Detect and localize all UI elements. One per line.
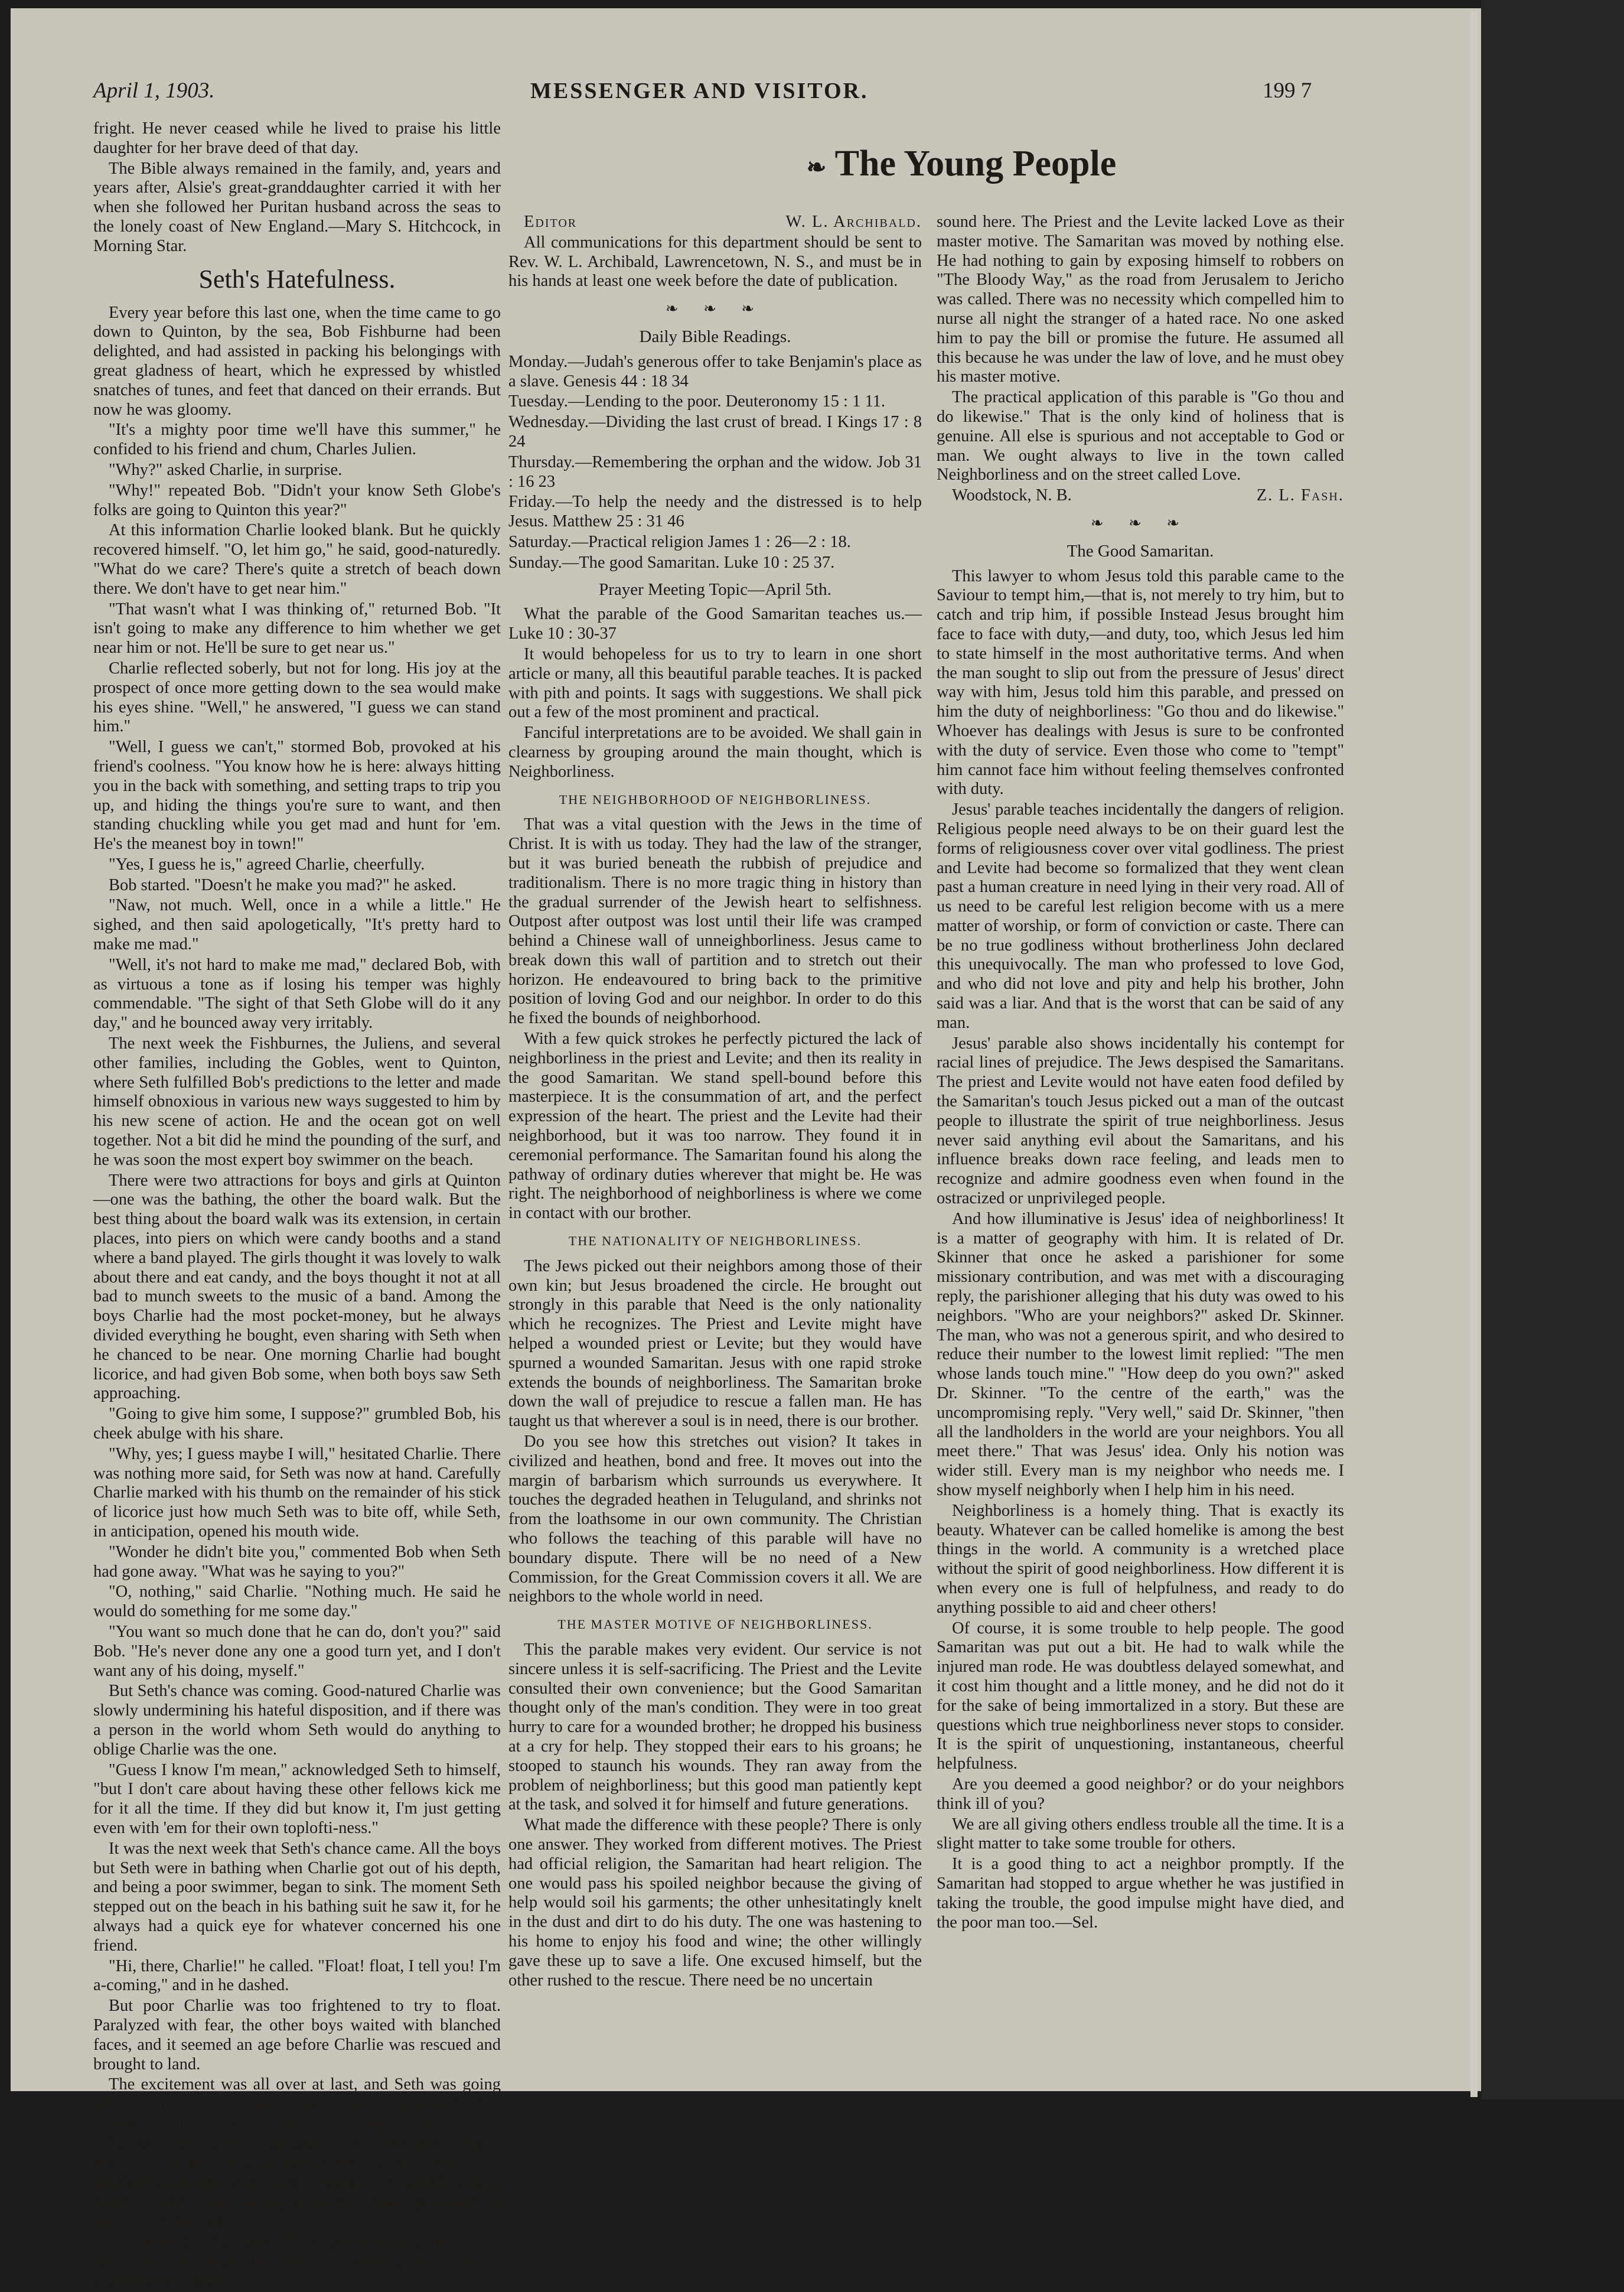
paragraph: The next week the Fishburnes, the Juliens, and several other families, including the Gobles, went to Quinton, where Seth fulfilled Bob's predictions to the letter and made himself obnoxious in various new ways suggested to him by his new scene of action. He and the ocean got on well together. Not a bit did he mind the pounding of the surf, and he was soon the most expert boy swimmer on the beach. [93,1034,501,1169]
paragraph: "Wonder he didn't bite you," commented Bob when Seth had gone away. "What was he saying to you?" [93,1542,501,1581]
newspaper-page [11,8,1481,2290]
section-heading [719,143,1204,185]
paragraph: Of course, it is some trouble to help people. The good Samaritan was put out a bit. He had to walk while the injured man rode. He was doubtless delayed somewhat, and it cost him thought and a little money, and he did not do it for the sake of being immortalized in a story. But these are questions which true neighborliness never stops to consider. It is the spirit of unquestioning, instantaneous, cheerful helpfulness. [937,1619,1344,1773]
reading-item: Wednesday.—Dividing the last crust of bread. I Kings 17 : 8 24 [508,413,922,451]
paragraph: Fanciful interpretations are to be avoided. We shall gain in clearness by grouping around the main thought, which is Neighborliness. [508,724,922,781]
paragraph: "Well, it's not hard to make me mad," declared Bob, with as virtuous a tone as if losing his temper was highly commendable. "The sight of that Seth Globe will do it any day," and he bounced away very irritably. [93,955,501,1033]
paragraph: "Naw, not much. Well, once in a while a little." He sighed, and then said apologetically, "It's pretty hard to make me mad." [93,896,501,954]
signature-line [937,486,1344,506]
page-number: 199 7 [1263,79,1312,103]
paragraph: This the parable makes very evident. Our service is not sincere unless it is self-sacrificing. The Priest and the Levite consulted their own convenience; but the Good Samaritan thought only of the man's condition. They were in too great hurry to care for a wounded brother; he dropped his business at a cry for help. They stopped their ears to his groans; he stooped to staunch his wounds. They ran away from the problem of neighborliness; but this good man patiently kept at the task, and solved it for himself and future generations. [508,1640,922,1814]
paragraph: Neighborliness is a homely thing. That is exactly its beauty. Whatever can be called homelike is among the best things in the world. A community is a wretched place without the spirit of good neighborliness. How different it is when every one is full of helpfulness, and ready to do anything possible to aid and cheer others! [937,1501,1344,1617]
paragraph: It was the next week that Seth's chance came. All the boys but Seth were in bathing when Charlie got out of his depth, and being a poor swimmer, began to sink. The moment Seth stepped out on the beach in his bathing suit he saw it, for he always had a quick eye for whatever concerned his one friend. [93,1839,501,1955]
paragraph: At this information Charlie looked blank. But he quickly recovered himself. "O, let him go," he said, good-naturedly. "What do we care? There's quite a stretch of beach down there. We don't have to get near him." [93,521,501,598]
story-title: Seth's Hatefulness. [198,264,396,294]
reading-item: Saturday.—Practical religion James 1 : 26—2 : 18. [508,532,851,551]
reading-item: Thursday.—Remembering the orphan and the widow. Job 31 : 16 23 [508,452,922,491]
paragraph: Bob started. "Doesn't he make you mad?" he asked. [109,875,456,894]
paragraph: It would behopeless for us to try to learn in one short article or many, all this beautiful parable teaches. It is packed with pith and points. It sags with suggestions. We shall pick out a few of the most prominent and practical. [508,644,922,722]
paragraph: "Going to give him some, I suppose?" grumbled Bob, his cheek abulge with his share. [93,1405,501,1443]
editor-label: Editor [524,213,578,231]
signature-name: Z. L. Fash. [1256,486,1344,505]
column-right [937,213,1344,1933]
paragraph: sound here. The Priest and the Levite lacked Love as their master motive. The Samaritan was moved by nothing else. He had nothing to gain by exposing himself to robbers on "The Bloody Way," as the road from Jerusalem to Jericho was called. There was no necessity which compelled him to nurse all night the stranger of a hated race. No one asked him to pay the bill or promise the future. He assumed all this because he was under the law of love, and he must obey his master motive. [937,213,1344,386]
paragraph: Jesus' parable teaches incidentally the dangers of religion. Religious people need always to be on their guard lest the forms of religiousness cover over vital godliness. The priest and Levite had become so formalized that they went clean past a human creature in need lying in their very road. All of us need to be careful lest religion become with us a mere matter of worship, or form of conviction or caste. There can be no true godliness without brotherliness John declared this unequivocally. The man who professed to love God, and who did not love and pity and help his brother, John said was a liar. And that is the worst that can be said of any man. [937,800,1344,1032]
paragraph: "Why?" asked Charlie, in surprise. [109,460,343,479]
section-title: The Young People [834,144,1117,184]
paragraph: "O, nothing," said Charlie. "Nothing much. He said he would do something for me some day." [93,1583,501,1621]
reading-item: Sunday.—The good Samaritan. Luke 10 : 25 37. [508,553,835,572]
prayer-title: Prayer Meeting Topic—April 5th. [599,579,831,599]
paragraph: The excitement was all over at last, and Seth was going off by himself, but the other boys would not hear of it. They followed him about and could not do enough for him. [93,2075,501,2133]
masthead-title: MESSENGER AND VISITOR. [530,79,869,103]
paragraph: We are all giving others endless trouble all the time. It is a slight matter to take some trouble for others. [937,1815,1344,1853]
subheading: THE MASTER MOTIVE OF NEIGHBORLINESS. [557,1617,873,1632]
reading-item: Tuesday.—Lending to the poor. Deuteronomy 15 : 1 11. [508,392,886,411]
scan-background [1481,0,1624,2099]
paragraph: That was a vital question with the Jews in the time of Christ. It is with us today. They had the law of the stranger, but it was buried beneath the rubbish of prejudice and traditionalism. There is no more tragic thing in history than the gradual surrender of the Jewish heart to selfishness. Outpost after outpost was lost until their life was cramped behind a Chinese wall of unneighborliness. Jesus came to break down this wall of partition and to stretch out their horizon. He endeavoured to bring back to the primitive position of loving God and our neighbor. In order to do this he fixed the bounds of neighborhood. [508,815,922,1028]
paragraph: "Guess I know I'm mean," acknowledged Seth to himself, "but I don't care about having these other fellows kick me for it all the time. If they did but know it, I'm just getting even with 'em for their own toplofti-ness." [93,1760,501,1837]
notice: All communications for this department should be sent to Rev. W. L. Archibald, Lawrencetown, N. S., and must be in his hands at least one week before the date of publication. [508,233,922,291]
issue-date: April 1, 1903. [93,79,215,103]
paragraph: Are you deemed a good neighbor? or do your neighbors think ill of you? [937,1775,1344,1813]
paragraph: With a few quick strokes he perfectly pictured the lack of neighborliness in the priest and Levite; and then its reality in the good Samaritan. We stand spell-bound before this masterpiece. It is the consummation of art, and the perfect expression of the heart. The priest and the Levite had their neighborhood, but it was too narrow. They found it in ceremonial performance. The Samaritan found his along the pathway of ordinary duties wherever that might be. He was right. The neighborhood of neighborliness is where we come in contact with our brother. [508,1030,922,1223]
paragraph: "Why, yes; I guess maybe I will," hesitated Charlie. There was nothing more said, for Seth was now at hand. Carefully Charlie marked with his thumb on the remainder of his stick of licorice just how much Seth was to bite off, while Seth, in anticipation, opened his mouth wide. [93,1444,501,1541]
paragraph: But Seth's chance was coming. Good-natured Charlie was slowly undermining his hateful disposition, and if there was a person in the world whom Seth would do anything to oblige Charlie was the one. [93,1682,501,1759]
paragraph: Jesus' parable also shows incidentally his contempt for racial lines of prejudice. The Jews despised the Samaritans. The priest and Levite would not have eaten food defiled by the Samaritan's touch Jesus picked out a man of the outcast people to illustrate the spirit of true neighborliness. Jesus never said anything evil about the Samaritans, and his influence breaks down race feeling, and leads men to recognize and admire goodness even when found in the ostracized or unprivileged people. [937,1034,1344,1208]
editor-line [508,213,922,232]
paragraph: The Jews picked out their neighbors among those of their own kin; but Jesus broadened the circle. He brought out strongly in this parable that Need is the only nationality which he recognizes. The Priest and Levite might have helped a wounded priest or Levite; but they would have spurned a wounded Samaritan. Jesus with one rapid stroke extends the bounds of neighborliness. The Samaritan broke down the wall of prejudice to rescue a fallen man. He has taught us that wherever a soul is in need, there is our brother. [508,1256,922,1431]
paragraph: Charlie reflected soberly, but not for long. His joy at the prospect of once more getting down to the sea would make his eyes shine. "Well," he answered, "I guess we can stand him." [93,659,501,736]
prayer-question: What the parable of the Good Samaritan teaches us.—Luke 10 : 30-37 [508,605,922,643]
paragraph: And how illuminative is Jesus' idea of neighborliness! It is a matter of geography with him. It is related of Dr. Skinner that once he asked a parishioner for some missionary contribution, and was met with a discouraging reply, the parishioner alleging that his duty was owed to his neighbors. "Who are your neighbors?" asked Dr. Skinner. The man, who was not a generous spirit, and who desired to reduce their number to the lowest limit replied: "The men whose lands touch mine." "How deep do you own?" asked Dr. Skinner. "To the centre of the earth," was the uncompromising reply. "Very well," said Dr. Skinner, "then all the landholders in the world are your neighbors. You all meet there." That was Jesus' idea. Only his notion was wider still. Every man is my neighbor who needs me. I show myself neighborly when I help him in his need. [937,1209,1344,1499]
paragraph: This lawyer to whom Jesus told this parable came to the Saviour to tempt him,—that is, not merely to try him, but to catch and trip him, if possible Instead Jesus brought him face to face with duty,—and duty, too, which Jesus led him to state himself in the most authoritative terms. And when the man sought to slip out from the pressure of Jesus' direct way with him, Jesus told him this parable, and pressed on him the duty of neighborliness: "Go thou and do likewise." Whoever has dealings with Jesus is sure to be confronted with the duty of service. Even those who come to "tempt" him cannot face him without feeling themselves confronted with duty. [937,567,1344,799]
paragraph: But poor Charlie was too frightened to try to float. Paralyzed with fear, the other boys waited with blanched faces, and it seemed an age before Charlie was rescued and brought to land. [93,1997,501,2073]
paragraph: There were two attractions for boys and girls at Quinton—one was the bathing, the other the board walk. But the best thing about the board walk was its extension, in certain places, into piers on which were candy booths and a stand where a band played. The girls thought it was lovely to walk about there and eat candy, and the boys thought it not at all bad to munch sweets to the music of a band. Among the boys Charlie had the most pocket-money, but he always divided everything he bought, even sharing with Seth when he chanced to be near. One morning Charlie had bought licorice, and had given Bob some, when both boys saw Seth approaching. [93,1171,501,1403]
page-edge [1470,12,1478,2097]
paragraph: "It's a mighty poor time we'll have this summer," he confided to his friend and chum, Charles Julien. [93,421,501,459]
paragraph: It is a good thing to act a neighbor promptly. If the Samaritan had stopped to argue whether he was justified in taking the trouble, the good impulse might have died, and the poor man too.—Sel. [937,1855,1344,1932]
ornament-icon: ❧ ❧ ❧ [1090,514,1191,532]
paragraph: The practical application of this parable is "Go thou and do likewise." That is the only kind of holiness that is genuine. All else is spurious and not acceptable to God or man. We ought always to live in the town called Neighborliness and on the street called Love. [937,388,1344,484]
paragraph: Do you see how this stretches out vision? It takes in civilized and heathen, bond and free. It moves out into the margin of barbarism which surrounds us everywhere. It touches the degraded heathen in Teluguland, and shrinks not from the loathsome in our own community. The Christian who follows the teaching of this parable will have no boundary dispute. There will be no need of a New Commission, for the Great Commission covers it all. We are neighbors to the whole world in need. [508,1432,922,1606]
column-left [93,119,501,2292]
paragraph: "Why!" repeated Bob. "Didn't your know Seth Globe's folks are going to Quinton this year?" [93,481,501,519]
subheading: THE NEIGHBORHOOD OF NEIGHBORLINESS. [559,792,872,807]
paragraph: "You want so much done that he can do, don't you?" said Bob. "He's never done any one a good turn yet, and I don't want any of his doing, myself." [93,1622,501,1680]
signature-place: Woodstock, N. B. [952,486,1072,505]
paragraph: "That wasn't what I was thinking of," returned Bob. "It isn't going to make any difference to him whether we get near him or not. He'll be sure to get near us." [93,600,501,657]
article-title: The Good Samaritan. [1067,541,1214,561]
reading-item: Friday.—To help the needy and the distressed is to help Jesus. Matthew 25 : 31 46 [508,493,922,531]
paragraph: fright. He never ceased while he lived to praise his little daughter for her brave deed of that day. [93,119,501,157]
editor-name: W. L. Archibald. [785,213,922,231]
column-middle [508,213,922,1991]
paragraph: Every year before this last one, when the time came to go down to Quinton, by the sea, Bob Fishburne had been delighted, and had assisted in packing his belongings with great gladness of heart, which he expressed by whistled snatches of tunes, and feet that danced on their errands. But now he was gloomy. [93,303,501,419]
paragraph: "Hi, there, Charlie!" he called. "Float! float, I tell you! I'm a-coming," and in he dashed. [93,1956,501,1995]
paragraph: What made the difference with these people? There is only one answer. They worked from different motives. The Priest had official religion, the Samaritan had heart religion. The one would pass his spoiled neighbor because the giving of help would soil his garments; the other unhesitatingly knelt in the dust and dirt to do his duty. The one was hastening to his home to enjoy his food and wine; the other willingly gave these up to save a life. One excused himself, but the other rushed to the rescue. There need be no uncertain [508,1816,922,1990]
paragraph: The Bible always remained in the family, and, years and years after, Alsie's great-granddaughter carried it with her when she followed her Puritan husband across the seas to the lonely coast of New England.—Mary S. Hitchcock, in Morning Star. [93,159,501,255]
subheading: THE NATIONALITY OF NEIGHBORLINESS. [568,1233,862,1249]
paragraph: "Well, I guess we can't," stormed Bob, provoked at his friend's coolness. "You know how he is here: always hitting you in the back with something, and setting traps to trip you up, and hiding the things you're sure to want, and then standing chuckling while you get mad and hunt for 'em. He's the meanest boy in town!" [93,738,501,854]
paragraph: "Queer," said Seth to himself a few days later, "that I don't want to do a thing to plague 'em. I guess I left all my hatefulness in the water, and I guess," he ended, with a smile, "if this being friendly keeps up, I shan't go in after it and fetch it out again." [93,2134,501,2231]
ornament-icon: ❧ ❧ ❧ [665,300,765,318]
fleuron-icon: ❧ [806,154,827,181]
paragraph: "Yes, I guess he is," agreed Charlie, cheerfully. [109,855,425,874]
readings-title: Daily Bible Readings. [639,327,791,346]
reading-item: Monday.—Judah's generous offer to take Benjamin's place as a slave. Genesis 44 : 18 34 [508,352,922,390]
paragraph: He never did For today he is the most popular boy in town, and the particular friend of Charlie Julien.—W. U. Gladwin, in Visitor. [93,2232,501,2290]
